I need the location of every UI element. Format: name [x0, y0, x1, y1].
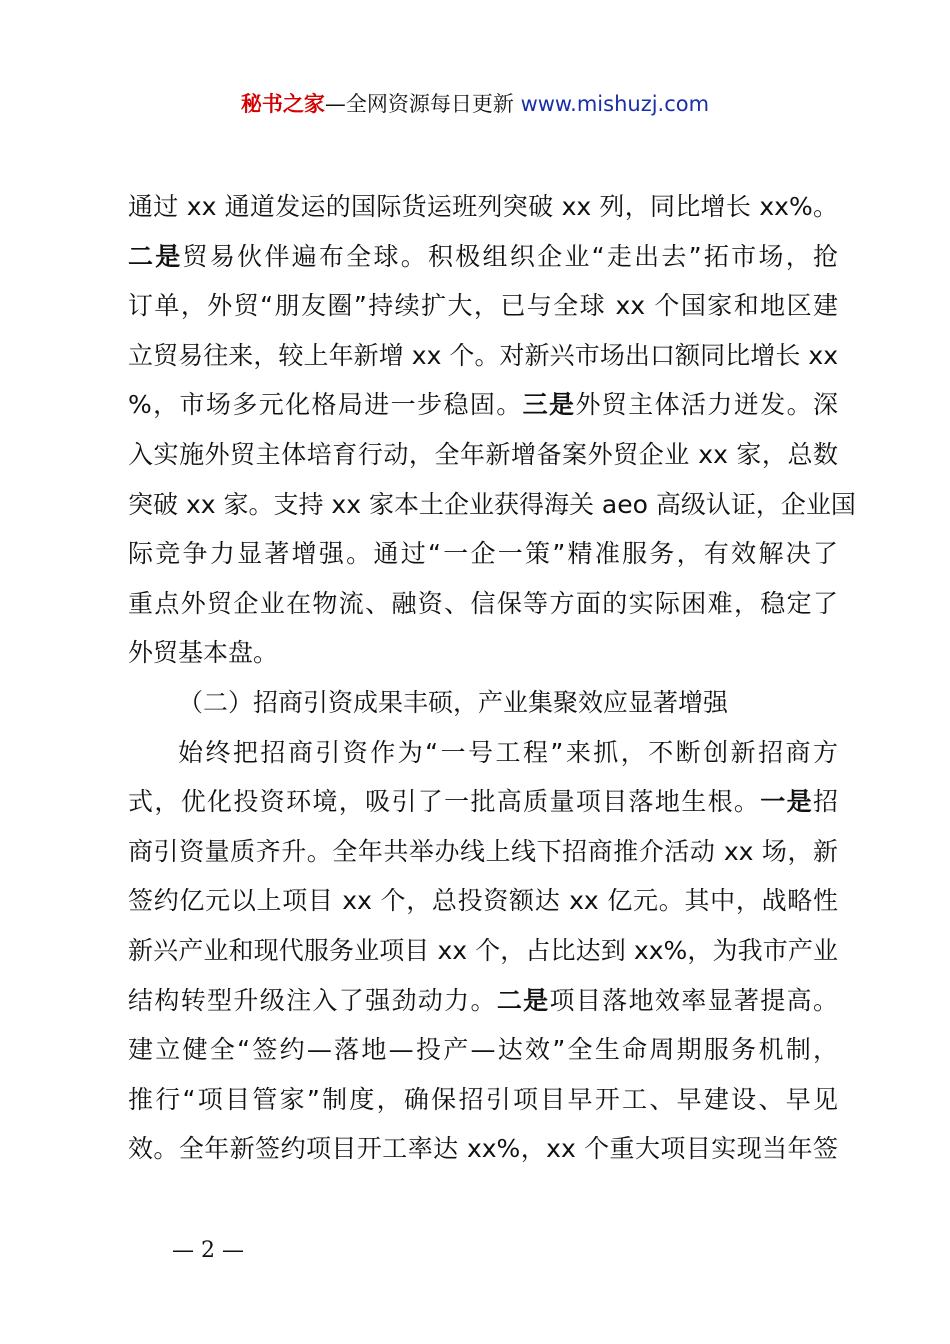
text-line: 立贸易往来，较上年新增 xx 个。对新兴市场出口额同比增长 xx	[128, 340, 838, 370]
text-line: 二是贸易伙伴遍布全球。积极组织企业“走出去”拓市场，抢	[128, 241, 838, 271]
text-line: 突破 xx 家。支持 xx 家本土企业获得海关 aeo 高级认证，企业国	[128, 489, 856, 519]
text-line: %，市场多元化格局进一步稳固。三是外贸主体活力迸发。深	[128, 390, 838, 420]
header-url[interactable]: www.mishuzj.com	[520, 92, 710, 116]
page-header	[0, 88, 950, 120]
text-line: 新兴产业和现代服务业项目 xx 个，占比达到 xx%，为我市产业	[128, 935, 838, 965]
text-line: 订单，外贸“朋友圈”持续扩大，已与全球 xx 个国家和地区建	[128, 291, 838, 321]
text-line: 签约亿元以上项目 xx 个，总投资额达 xx 亿元。其中，战略性	[128, 886, 838, 916]
brand-name: 秘书之家	[240, 92, 325, 116]
keyword: 一是	[760, 787, 813, 817]
keyword: 三是	[522, 390, 576, 420]
keyword: 二是	[496, 985, 550, 1015]
page-number: — 2 —	[172, 1238, 244, 1263]
body-text	[128, 182, 856, 1174]
text-line: 重点外贸企业在物流、融资、信保等方面的实际困难，稳定了	[128, 588, 838, 618]
text-line: 始终把招商引资作为“一号工程”来抓，不断创新招商方	[178, 737, 838, 767]
text-line: 商引资量质齐升。全年共举办线上线下招商推介活动 xx 场，新	[128, 836, 838, 866]
text-line: 结构转型升级注入了强劲动力。二是项目落地效率显著提高。	[128, 985, 838, 1015]
text-line: 通过 xx 通道发运的国际货运班列突破 xx 列，同比增长 xx%。	[128, 192, 838, 221]
keyword: 二是	[128, 241, 183, 271]
text-line: 式，优化投资环境，吸引了一批高质量项目落地生根。一是招	[128, 787, 838, 817]
text-line: 入实施外贸主体培育行动，全年新增备案外贸企业 xx 家，总数	[128, 439, 838, 469]
text-line: 外贸基本盘。	[128, 638, 279, 668]
text-line: 建立健全“签约—落地—投产—达效”全生命周期服务机制，	[128, 1035, 838, 1065]
text-line: 效。全年新签约项目开工率达 xx%，xx 个重大项目实现当年签	[128, 1134, 838, 1164]
text-line: 推行“项目管家”制度，确保招引项目早开工、早建设、早见	[128, 1084, 838, 1114]
header-tagline: —全网资源每日更新	[324, 92, 521, 116]
section-heading: （二）招商引资成果丰硕，产业集聚效应显著增强	[178, 687, 729, 717]
text-line: 际竞争力显著增强。通过“一企一策”精准服务，有效解决了	[128, 539, 838, 569]
